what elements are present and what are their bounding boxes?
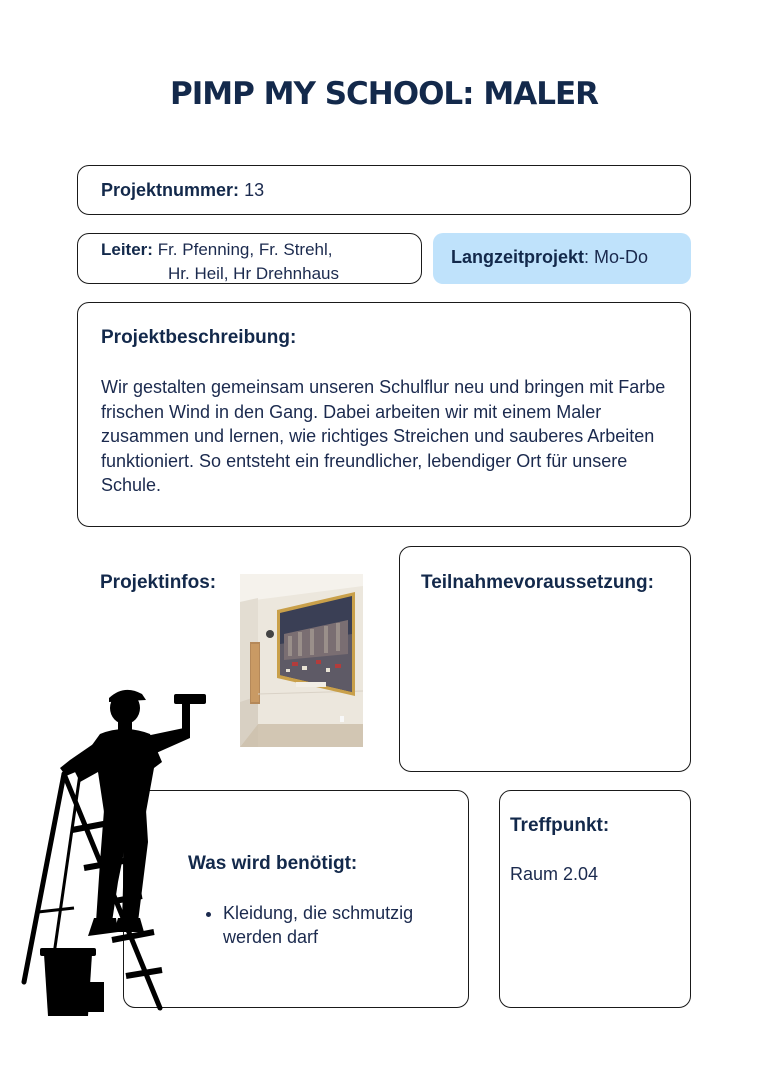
leiter-label: Leiter: [101,240,153,259]
projektnummer-value: 13 [244,180,265,200]
leiter-names-line1: Fr. Pfenning, Fr. Strehl, [157,240,333,259]
benoetigt-list [203,901,473,949]
teilnahmevoraussetzung-label: Teilnahmevoraussetzung: [421,572,654,593]
projektnummer-box [77,165,691,215]
was-wird-benoetigt-label: Was wird benötigt: [188,853,358,874]
treffpunkt-box [499,790,691,1008]
langzeitprojekt-badge [433,233,691,284]
list-item: • Kleidung, die schmutzig werden darf [223,901,473,949]
leiter-names-line2: Hr. Heil, Hr Drehnhaus [168,264,340,283]
school-hallway-photo [240,574,363,747]
treffpunkt-value: Raum 2.04 [510,864,599,884]
projektinfos-label: Projektinfos: [100,572,217,593]
teilnahmevoraussetzung-box [399,546,691,772]
painter-on-ladder-silhouette [14,682,214,1020]
projektbeschreibung-label: Projektbeschreibung: [101,327,297,348]
treffpunkt-label: Treffpunkt: [510,815,610,836]
leiter-box [77,233,422,284]
projektnummer-label: Projektnummer: [101,180,240,200]
langzeitprojekt-label: Langzeitprojekt [451,247,585,267]
projektbeschreibung-box [77,302,691,527]
langzeitprojekt-value: : Mo-Do [584,247,649,267]
page-title: PIMP MY SCHOOL: MALER [169,76,598,112]
projektbeschreibung-text: Wir gestalten gemeinsam unseren Schulflur neu und bringen mit Farbe frischen Wind in den Gang. Dabei arbeiten wir mit einem Maler zusammen und lernen, wie richtiges Streichen und sauberes Arbeiten funktioniert. So entsteht ein freundlicher, lebendiger Ort für unsere Schule. [101,377,666,496]
